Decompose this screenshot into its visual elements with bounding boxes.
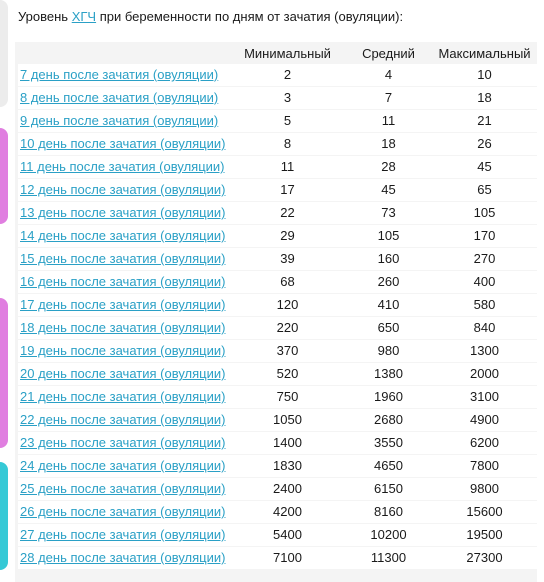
avg-value-cell: 410 xyxy=(345,294,432,316)
day-link[interactable]: 12 день после зачатия (овуляции) xyxy=(20,182,226,197)
day-cell xyxy=(18,64,230,86)
min-value-cell: 1400 xyxy=(230,432,345,454)
max-value-cell: 26 xyxy=(432,133,537,155)
max-value-cell: 1300 xyxy=(432,340,537,362)
day-cell xyxy=(18,202,230,224)
hcg-table-container xyxy=(15,42,537,582)
max-value-cell: 19500 xyxy=(432,524,537,546)
day-link[interactable]: 19 день после зачатия (овуляции) xyxy=(20,343,226,358)
table-row xyxy=(18,478,537,500)
day-cell xyxy=(18,432,230,454)
max-value-cell: 2000 xyxy=(432,363,537,385)
day-cell xyxy=(18,501,230,523)
intro-text xyxy=(18,9,403,25)
avg-value-cell: 260 xyxy=(345,271,432,293)
day-cell xyxy=(18,179,230,201)
table-row xyxy=(18,248,537,270)
avg-value-cell: 45 xyxy=(345,179,432,201)
avg-value-cell: 8160 xyxy=(345,501,432,523)
avg-value-cell: 28 xyxy=(345,156,432,178)
min-value-cell: 750 xyxy=(230,386,345,408)
day-cell xyxy=(18,340,230,362)
max-value-cell: 400 xyxy=(432,271,537,293)
day-cell xyxy=(18,386,230,408)
day-cell xyxy=(18,524,230,546)
day-link[interactable]: 16 день после зачатия (овуляции) xyxy=(20,274,226,289)
min-value-cell: 29 xyxy=(230,225,345,247)
min-value-cell: 39 xyxy=(230,248,345,270)
max-value-cell: 105 xyxy=(432,202,537,224)
day-link[interactable]: 26 день после зачатия (овуляции) xyxy=(20,504,226,519)
day-link[interactable]: 27 день после зачатия (овуляции) xyxy=(20,527,226,542)
day-cell xyxy=(18,133,230,155)
max-value-cell: 4900 xyxy=(432,409,537,431)
avg-value-cell: 10200 xyxy=(345,524,432,546)
day-link[interactable]: 14 день после зачатия (овуляции) xyxy=(20,228,226,243)
day-link[interactable]: 22 день после зачатия (овуляции) xyxy=(20,412,226,427)
max-value-cell: 170 xyxy=(432,225,537,247)
day-link[interactable]: 11 день после зачатия (овуляции) xyxy=(20,159,225,174)
min-value-cell: 1050 xyxy=(230,409,345,431)
avg-value-cell: 650 xyxy=(345,317,432,339)
min-value-cell: 22 xyxy=(230,202,345,224)
max-value-cell: 840 xyxy=(432,317,537,339)
day-link[interactable]: 10 день после зачатия (овуляции) xyxy=(20,136,226,151)
avg-value-cell: 18 xyxy=(345,133,432,155)
table-row xyxy=(18,409,537,431)
table-row xyxy=(18,156,537,178)
day-link[interactable]: 18 день после зачатия (овуляции) xyxy=(20,320,226,335)
avg-value-cell: 1380 xyxy=(345,363,432,385)
day-cell xyxy=(18,248,230,270)
max-value-cell: 27300 xyxy=(432,547,537,569)
table-row xyxy=(18,202,537,224)
avg-value-cell: 11 xyxy=(345,110,432,132)
avg-value-cell: 73 xyxy=(345,202,432,224)
day-cell xyxy=(18,110,230,132)
table-row xyxy=(18,455,537,477)
max-value-cell: 9800 xyxy=(432,478,537,500)
day-link[interactable]: 13 день после зачатия (овуляции) xyxy=(20,205,226,220)
side-tab-pink xyxy=(0,128,8,224)
table-row xyxy=(18,294,537,316)
side-tab-pink-lower xyxy=(0,298,8,448)
min-value-cell: 17 xyxy=(230,179,345,201)
avg-value-cell: 6150 xyxy=(345,478,432,500)
table-row xyxy=(18,340,537,362)
day-link[interactable]: 7 день после зачатия (овуляции) xyxy=(20,67,219,82)
table-body xyxy=(18,64,537,569)
day-cell xyxy=(18,409,230,431)
intro-suffix: при беременности по дням от зачатия (овуляции): xyxy=(99,9,404,24)
max-value-cell: 18 xyxy=(432,87,537,109)
avg-value-cell: 105 xyxy=(345,225,432,247)
day-cell xyxy=(18,317,230,339)
min-value-cell: 8 xyxy=(230,133,345,155)
min-value-cell: 2400 xyxy=(230,478,345,500)
day-cell xyxy=(18,271,230,293)
table-row xyxy=(18,225,537,247)
day-link[interactable]: 25 день после зачатия (овуляции) xyxy=(20,481,226,496)
table-row xyxy=(18,432,537,454)
max-value-cell: 270 xyxy=(432,248,537,270)
day-link[interactable]: 23 день после зачатия (овуляции) xyxy=(20,435,226,450)
day-cell xyxy=(18,455,230,477)
table-row xyxy=(18,271,537,293)
avg-value-cell: 4650 xyxy=(345,455,432,477)
min-value-cell: 11 xyxy=(230,156,345,178)
day-link[interactable]: 20 день после зачатия (овуляции) xyxy=(20,366,226,381)
table-header-row xyxy=(18,43,537,63)
table-row xyxy=(18,179,537,201)
day-link[interactable]: 9 день после зачатия (овуляции) xyxy=(20,113,219,128)
max-value-cell: 21 xyxy=(432,110,537,132)
day-cell xyxy=(18,478,230,500)
min-value-cell: 120 xyxy=(230,294,345,316)
min-value-cell: 2 xyxy=(230,64,345,86)
hcg-link[interactable]: ХГЧ xyxy=(71,9,97,24)
header-avg: Средний xyxy=(362,45,415,61)
table-row xyxy=(18,87,537,109)
min-value-cell: 5400 xyxy=(230,524,345,546)
avg-value-cell: 160 xyxy=(345,248,432,270)
table-row xyxy=(18,110,537,132)
intro-prefix: Уровень xyxy=(18,9,69,24)
min-value-cell: 7100 xyxy=(230,547,345,569)
min-value-cell: 3 xyxy=(230,87,345,109)
day-link[interactable]: 15 день после зачатия (овуляции) xyxy=(20,251,226,266)
header-min: Минимальный xyxy=(244,45,331,61)
hcg-table xyxy=(18,42,537,570)
day-cell xyxy=(18,547,230,569)
table-row xyxy=(18,317,537,339)
day-cell xyxy=(18,363,230,385)
day-link[interactable]: 28 день после зачатия (овуляции) xyxy=(20,550,226,565)
day-link[interactable]: 24 день после зачатия (овуляции) xyxy=(20,458,226,473)
day-cell xyxy=(18,294,230,316)
max-value-cell: 65 xyxy=(432,179,537,201)
table-row xyxy=(18,547,537,569)
max-value-cell: 580 xyxy=(432,294,537,316)
table-row xyxy=(18,363,537,385)
header-max: Максимальный xyxy=(438,45,531,61)
max-value-cell: 15600 xyxy=(432,501,537,523)
table-row xyxy=(18,524,537,546)
side-tab-cyan xyxy=(0,462,8,570)
avg-value-cell: 1960 xyxy=(345,386,432,408)
day-link[interactable]: 8 день после зачатия (овуляции) xyxy=(20,90,219,105)
max-value-cell: 6200 xyxy=(432,432,537,454)
max-value-cell: 10 xyxy=(432,64,537,86)
day-link[interactable]: 17 день после зачатия (овуляции) xyxy=(20,297,226,312)
avg-value-cell: 2680 xyxy=(345,409,432,431)
avg-value-cell: 7 xyxy=(345,87,432,109)
day-cell xyxy=(18,156,230,178)
avg-value-cell: 4 xyxy=(345,64,432,86)
side-tab-grey xyxy=(0,0,8,107)
min-value-cell: 5 xyxy=(230,110,345,132)
avg-value-cell: 11300 xyxy=(345,547,432,569)
min-value-cell: 220 xyxy=(230,317,345,339)
avg-value-cell: 980 xyxy=(345,340,432,362)
avg-value-cell: 3550 xyxy=(345,432,432,454)
day-cell xyxy=(18,87,230,109)
table-row xyxy=(18,64,537,86)
min-value-cell: 68 xyxy=(230,271,345,293)
day-link[interactable]: 21 день после зачатия (овуляции) xyxy=(20,389,226,404)
min-value-cell: 1830 xyxy=(230,455,345,477)
min-value-cell: 4200 xyxy=(230,501,345,523)
min-value-cell: 520 xyxy=(230,363,345,385)
table-row xyxy=(18,386,537,408)
day-cell xyxy=(18,225,230,247)
min-value-cell: 370 xyxy=(230,340,345,362)
max-value-cell: 45 xyxy=(432,156,537,178)
max-value-cell: 7800 xyxy=(432,455,537,477)
header-day xyxy=(18,43,230,63)
table-row xyxy=(18,501,537,523)
table-row xyxy=(18,133,537,155)
max-value-cell: 3100 xyxy=(432,386,537,408)
